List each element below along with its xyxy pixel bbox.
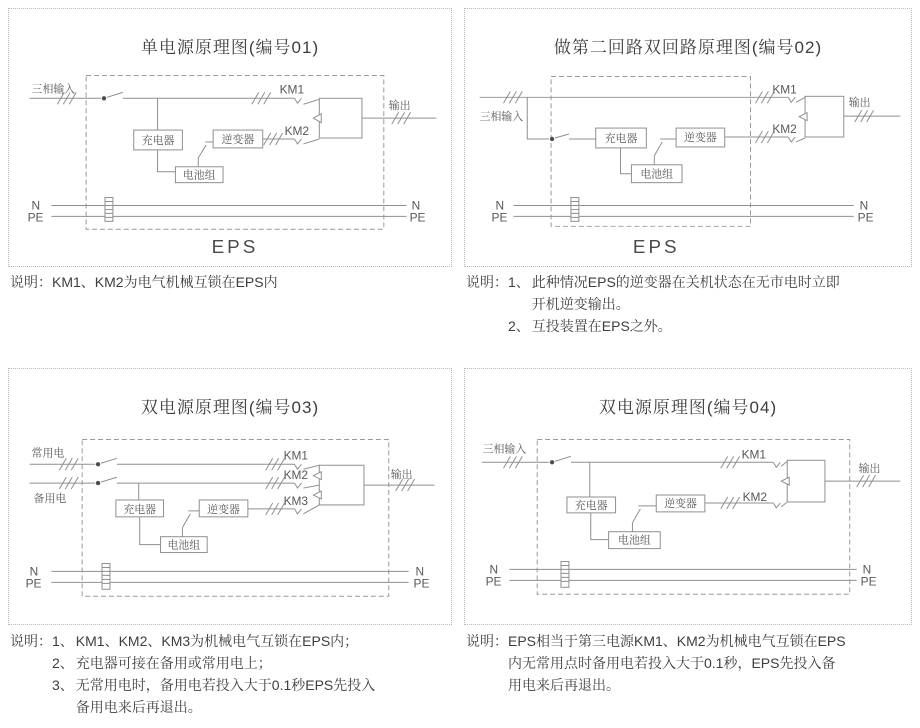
eps-label: EPS [632,236,680,258]
output-label: 输出 [388,100,411,113]
output-label: 输出 [848,97,871,110]
inverter-label: 逆变器 [221,133,255,146]
junction-dot [96,481,100,485]
battery-label: 电池组 [167,539,201,552]
switch-blade-icon [555,134,569,138]
transfer-switch-block [787,460,825,502]
input-label: 三相输入 [31,83,76,96]
panel-02 [464,8,912,267]
panel-title: 做第二回路双回路原理图(编号02) [553,38,823,57]
note-number: 1、 [508,274,530,290]
switch-blade-icon [101,477,117,482]
switch-blade-icon [781,461,787,466]
panel-04 [464,368,912,625]
km3-label: KM3 [283,493,309,508]
note-04 [466,630,916,696]
wires [482,456,901,580]
wires [30,92,437,216]
km1-label: KM1 [741,447,767,462]
diagram-second-circuit [465,9,911,266]
inverter-label: 逆变器 [664,497,697,510]
note-line: KM1、KM2、KM3为机械电气互锁在EPS内； [75,633,359,649]
switch-blade-icon [303,139,319,144]
pe-label-right: PE [413,576,430,591]
note-line: 此种情况EPS的逆变器在关机状态在无市电时立即 [531,274,840,290]
triangle-icon [799,113,807,121]
contact-tick-icon [773,503,780,508]
note-02 [466,271,916,337]
charger-battery-wire [621,148,632,174]
charger-branch-wire [527,97,549,139]
panel-title: 双电源原理图(编号03) [140,398,320,417]
n-label-left: N [29,564,39,579]
charger-battery-wire [591,513,609,540]
km1-label: KM1 [283,448,309,463]
triangle-icon [313,114,321,123]
charger-label: 充电器 [604,132,638,145]
note-line: EPS相当于第三电源KM1、KM2为机械电气互锁在EPS [508,633,846,649]
charger-label: 充电器 [574,499,608,512]
inverter-label: 逆变器 [684,131,717,144]
wires [30,458,435,582]
junction-dot [102,96,106,100]
junction-dot [550,137,554,141]
eps-dashed-boundary [551,76,750,226]
n-label-right: N [415,564,425,579]
charger-label: 充电器 [123,503,157,516]
note-line: 无常用电时，备用电若投入大于0.1秒EPS先投入 [75,677,376,693]
backup-power-label: 备用电 [33,492,67,505]
output-label: 输出 [390,469,413,482]
terminal-block [571,198,579,222]
terminal-block [102,563,110,589]
switch-blade-icon [101,458,117,463]
panel-01 [8,8,452,267]
triangle-icon [313,472,321,480]
diagram-dual-source-04 [465,369,911,624]
panel-title: 双电源原理图(编号04) [598,398,778,417]
contact-tick-icon [294,509,301,514]
transfer-switch-block [319,465,364,505]
note-label: 说明： [10,633,52,649]
note-line: 开机逆变输出。 [531,296,630,312]
note-number: 2、 [52,655,74,671]
battery-label: 电池组 [182,169,216,182]
n-label-left: N [31,198,41,213]
triangle-icon [313,491,321,499]
note-line: 内无常用点时备用电若投入大于0.1秒，EPS先投入备 [508,655,836,671]
pe-label-left: PE [27,210,44,225]
junction-dot [96,462,100,466]
diagram-dual-source-03 [9,369,451,624]
km2-label: KM2 [742,489,768,504]
n-label-right: N [859,198,869,213]
n-label-left: N [495,198,505,213]
junction-dot [550,460,554,464]
note-line: 用电来后再退出。 [508,677,620,693]
input-label: 三相输入 [479,111,524,124]
note-line: KM1、KM2为电气机械互锁在EPS内 [52,274,278,290]
contact-tick-icon [294,139,301,144]
panel-03 [8,368,452,625]
note-line: 充电器可接在备用或常用电上； [75,655,272,671]
note-03 [10,630,456,718]
n-label-right: N [862,562,872,577]
contact-tick-icon [294,98,301,103]
km2-label: KM2 [772,122,797,137]
pe-label-right: PE [860,574,877,589]
output-label: 输出 [858,463,881,476]
eps-label: EPS [211,236,259,258]
switch-blade-icon [796,138,805,142]
pe-label-right: PE [409,210,426,225]
contact-tick-icon [788,137,795,142]
transfer-switch-block [805,96,844,137]
note-number: 2、 [508,318,530,334]
note-label: 说明： [466,633,508,649]
n-label-left: N [489,562,499,577]
charger-battery-wire [140,517,161,545]
pe-label-left: PE [25,576,42,591]
switch-blade-icon [182,514,190,528]
switch-blade-icon [303,485,319,488]
pe-label-left: PE [485,574,502,589]
km2-label: KM2 [283,468,309,483]
switch-blade-icon [107,92,123,97]
switch-blade-icon [654,142,662,156]
inverter-label: 逆变器 [207,503,240,516]
normal-power-label: 常用电 [31,447,65,460]
note-number: 1、 [52,633,74,649]
input-label: 三相输入 [482,443,527,456]
note-01 [10,271,456,293]
pe-label-left: PE [491,210,508,225]
switch-blade-icon [632,509,640,523]
note-label: 说明： [466,274,508,290]
switch-blade-icon [303,99,319,104]
n-label-right: N [411,198,421,213]
eps-dashed-boundary [82,439,389,596]
terminal-block [105,198,113,222]
pe-label-right: PE [857,210,874,225]
charger-label: 充电器 [141,134,175,147]
km1-label: KM1 [279,82,305,97]
contact-tick-icon [773,462,780,467]
contact-tick-icon [788,97,795,102]
note-line: 互投装置在EPS之外。 [531,318,672,334]
triangle-icon [781,477,789,485]
contact-tick-icon [294,483,301,488]
switch-blade-icon [781,502,787,507]
note-line: 备用电来后再退出。 [75,699,202,715]
panel-title: 单电源原理图(编号01) [140,38,320,57]
switch-blade-icon [555,456,571,461]
switch-blade-icon [796,97,805,102]
battery-label: 电池组 [640,168,674,181]
switch-blade-icon [198,145,206,158]
km1-label: KM1 [772,82,797,97]
km2-label: KM2 [284,124,310,139]
charger-battery-wire [158,150,176,172]
battery-label: 电池组 [618,534,651,547]
diagram-single-source [9,9,451,266]
terminal-block [561,561,569,587]
note-number: 3、 [52,677,74,693]
transfer-switch-block [319,98,362,138]
note-label: 说明： [10,274,52,290]
